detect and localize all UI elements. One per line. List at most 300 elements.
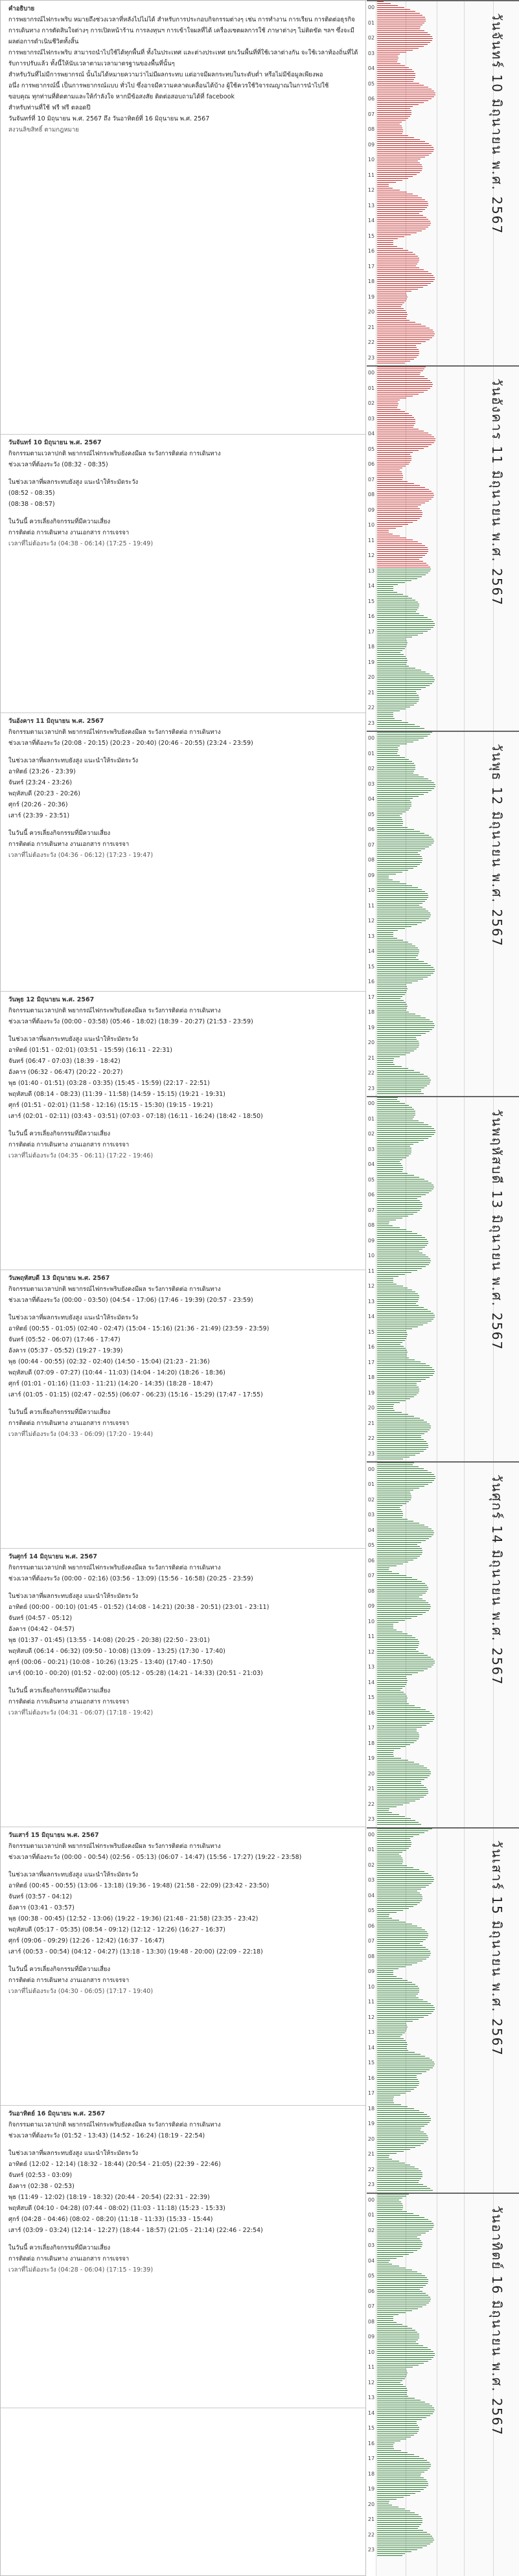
day-entry: พฤหัสบดี (07:09 - 07:27) (10:44 - 11:03) (14:04 - 14:20) (18:26 - 18:36) <box>8 1369 225 1376</box>
timeline-bar <box>377 827 408 828</box>
timeline-bar <box>377 456 411 457</box>
timeline-bar <box>377 63 400 64</box>
timeline-bar <box>377 1773 431 1774</box>
timeline-bar <box>377 2499 397 2500</box>
timeline-bar <box>377 1163 401 1164</box>
timeline-bar <box>377 1159 402 1160</box>
timeline-bar <box>377 73 415 74</box>
timeline-bar <box>377 889 422 890</box>
timeline-bar <box>377 1130 435 1131</box>
timeline-bar <box>377 1245 427 1246</box>
hour-tick-label: 17 <box>367 263 375 269</box>
timeline-bar <box>377 184 389 185</box>
timeline-bar <box>377 112 411 113</box>
timeline-bar <box>377 1173 408 1174</box>
timeline-bar <box>377 345 416 346</box>
timeline-bar <box>377 2345 423 2346</box>
timeline-bar <box>377 2040 406 2041</box>
timeline-bar <box>377 2178 421 2179</box>
timeline-bar <box>377 765 415 766</box>
day-footer-3: เวลาที่ไม่ต้องระวัง (04:31 - 06:07) (17:18 - 19:42) <box>8 1709 154 1716</box>
hour-tick-label: 17 <box>367 1359 375 1365</box>
day-entry: อาทิตย์ (23:26 - 23:39) <box>8 768 76 775</box>
timeline-bar <box>377 1303 416 1304</box>
timeline-bar <box>377 1643 419 1644</box>
spacer <box>8 1027 360 1034</box>
timeline-bar <box>377 40 432 41</box>
hour-tick-label: 12 <box>367 2014 375 2020</box>
timeline-bar <box>377 2054 421 2055</box>
timeline-bar <box>377 757 405 758</box>
hour-tick-label: 11 <box>367 1268 375 1274</box>
timeline-bar <box>377 953 419 954</box>
day-footer-1: ในวันนี้ ควรเลี่ยงกิจกรรมที่มีความเสี่ยง <box>8 1966 111 1973</box>
day-summary: กิจกรรมตามเวลาปกติ พยากรณ์ไฟกระพริบยังคงมีผล ระวังการติดต่อ การเดินทาง <box>8 1007 221 1014</box>
timeline-bar <box>377 1933 428 1934</box>
hour-axis <box>367 0 376 2576</box>
day-summary: กิจกรรมตามเวลาปกติ พยากรณ์ไฟกระพริบยังคงมีผล ระวังการติดต่อ การเดินทาง <box>8 1843 221 1850</box>
timeline-bar <box>377 631 428 632</box>
hour-tick-label: 11 <box>367 1999 375 2005</box>
timeline-bar <box>377 250 408 251</box>
hour-tick-label: 21 <box>367 1054 375 1061</box>
timeline-bar <box>377 316 407 317</box>
timeline-bar <box>377 1445 428 1446</box>
timeline-bar <box>377 819 402 820</box>
hour-tick-label: 06 <box>367 2288 375 2294</box>
timeline-bar <box>377 289 418 290</box>
hour-tick-label: 07 <box>367 2303 375 2310</box>
timeline-bar <box>377 798 413 799</box>
hour-tick-label: 04 <box>367 796 375 803</box>
timeline-bar <box>377 147 433 148</box>
timeline-bar <box>377 2151 404 2152</box>
hour-tick-label: 18 <box>367 644 375 650</box>
hour-tick-label: 15 <box>367 1328 375 1335</box>
timeline-bar <box>377 621 433 622</box>
timeline-bar <box>377 1581 422 1582</box>
day-subheading: ในช่วงเวลาที่ผลกระทบยังสูง แนะนำให้ระมัดระวัง <box>8 1036 139 1043</box>
timeline-bar <box>377 1484 428 1485</box>
day-entry: พุธ (00:38 - 00:45) (12:52 - 13:06) (19:22 - 19:36) (21:48 - 21:58) (23:35 - 23:42) <box>8 1915 259 1922</box>
timeline-bar <box>377 388 430 389</box>
hour-tick-label: 19 <box>367 659 375 665</box>
hour-tick-label: 15 <box>367 233 375 239</box>
timeline-bar <box>377 2001 428 2002</box>
timeline-bar <box>377 254 415 255</box>
timeline-bar <box>377 524 408 525</box>
timeline-bar <box>377 1332 407 1333</box>
timeline-bar <box>377 2423 417 2424</box>
timeline-bar <box>377 1883 432 1884</box>
timeline-bar <box>377 683 432 684</box>
timeline-bar <box>377 341 426 342</box>
timeline-bar <box>377 1107 412 1108</box>
grid-line <box>464 0 465 2576</box>
hour-tick-label: 10 <box>367 1253 375 1259</box>
timeline-bar <box>377 1054 406 1055</box>
timeline-bar <box>377 1705 415 1706</box>
timeline-bar <box>377 1550 422 1551</box>
timeline-bar <box>377 1793 428 1794</box>
timeline-bar <box>377 310 406 311</box>
hour-tick-label: 01 <box>367 1481 375 1487</box>
timeline-bar <box>377 1538 429 1539</box>
timeline-bar <box>377 281 433 282</box>
timeline-bar <box>377 1838 410 1839</box>
timeline-bar <box>377 213 419 214</box>
timeline-bar <box>377 654 404 655</box>
timeline-bar <box>377 201 428 202</box>
timeline-bar <box>377 302 404 303</box>
timeline-bar <box>377 796 419 797</box>
timeline-bar <box>377 584 398 585</box>
timeline-bar <box>377 2104 401 2105</box>
timeline-bar <box>377 1204 422 1205</box>
day-period-line: ช่วงเวลาที่ต้องระวัง (00:00 - 03:50) (04:54 - 17:06) (17:46 - 19:39) (20:57 - 23:59) <box>8 1297 253 1304</box>
timeline-bar <box>377 883 406 884</box>
chart-day-label: วันจันทร์ 10 มิถุนายน พ.ศ. 2567 <box>489 13 505 235</box>
timeline-bar <box>377 1885 429 1886</box>
timeline-bar <box>377 1515 403 1516</box>
timeline-bar <box>377 582 405 583</box>
timeline-bar <box>377 1241 428 1242</box>
timeline-bar <box>377 860 422 861</box>
spacer <box>8 821 360 828</box>
timeline-bar <box>377 1540 426 1541</box>
timeline-bar <box>377 1740 417 1741</box>
timeline-bar <box>377 627 433 628</box>
chart-day-label: วันศุกร์ 14 มิถุนายน พ.ศ. 2567 <box>489 1474 505 1686</box>
hour-tick-label: 14 <box>367 1679 375 1685</box>
timeline-bar <box>377 244 393 245</box>
timeline-bar <box>377 242 393 243</box>
timeline-bar <box>377 1305 419 1306</box>
timeline-bar <box>377 199 425 200</box>
timeline-bar <box>377 1606 431 1607</box>
timeline-bar <box>377 629 431 630</box>
timeline-bar <box>377 2227 433 2228</box>
timeline-bar <box>377 44 428 45</box>
timeline-bar <box>377 1336 407 1337</box>
timeline-bar <box>377 170 422 171</box>
timeline-bar <box>377 133 402 134</box>
timeline-bar <box>377 1023 434 1024</box>
hour-tick-label: 18 <box>367 1374 375 1381</box>
timeline-bar <box>377 512 422 513</box>
day-title: วันอังคาร 11 มิถุนายน พ.ศ. 2567 <box>8 718 104 725</box>
hour-tick-label: 02 <box>367 35 375 41</box>
timeline-bar <box>377 1744 410 1745</box>
timeline-bar <box>377 1476 435 1477</box>
hour-tick-label: 02 <box>367 2227 375 2233</box>
timeline-bar <box>377 1202 422 1203</box>
timeline-bar <box>377 489 429 490</box>
timeline-bar <box>377 1342 402 1343</box>
timeline-bar <box>377 1451 424 1452</box>
timeline-bar <box>377 1443 428 1444</box>
timeline-bar <box>377 287 423 288</box>
timeline-bar <box>377 786 435 787</box>
timeline-bar <box>377 2036 400 2037</box>
timeline-bar <box>377 81 413 82</box>
timeline-bar <box>377 1503 406 1504</box>
timeline-bar <box>377 988 408 989</box>
chart-day-label: วันพฤหัสบดี 13 มิถุนายน พ.ศ. 2567 <box>489 1109 505 1351</box>
timeline-bar <box>377 722 408 723</box>
day-entry: พฤหัสบดี (06:14 - 06:32) (09:50 - 10:08) (13:09 - 13:25) (17:30 - 17:40) <box>8 1648 225 1655</box>
hour-tick-label: 00 <box>367 2196 375 2203</box>
day-section <box>1 1827 365 2106</box>
timeline-bar <box>377 1208 422 1209</box>
timeline-bar <box>377 514 422 515</box>
timeline-bar <box>377 802 411 803</box>
day-period-line: ช่วงเวลาที่ต้องระวัง (00:00 - 03:58) (05:46 - 18:02) (18:39 - 20:27) (21:53 - 23:59) <box>8 1018 253 1025</box>
timeline-bar <box>377 823 403 824</box>
timeline-bar <box>377 611 416 612</box>
timeline-bar <box>377 337 432 338</box>
timeline-bar <box>377 351 419 352</box>
timeline-bar <box>377 314 408 315</box>
hour-tick-label: 19 <box>367 2121 375 2127</box>
timeline-bar <box>377 9 410 10</box>
hour-tick-label: 20 <box>367 1770 375 1777</box>
timeline-bar <box>377 2516 421 2517</box>
timeline-bar <box>377 1742 414 1743</box>
hour-tick-label: 07 <box>367 841 375 848</box>
timeline-bar <box>377 2011 433 2012</box>
timeline-bar <box>377 318 406 319</box>
day-entry: จันทร์ (05:52 - 06:07) (17:46 - 17:47) <box>8 1336 121 1343</box>
timeline-bar <box>377 1587 428 1588</box>
timeline-bar <box>377 1867 413 1868</box>
timeline-bar <box>377 378 428 379</box>
hour-tick-label: 00 <box>367 1466 375 1472</box>
day-footer-3: เวลาที่ไม่ต้องระวัง (04:28 - 06:04) (17:15 - 19:39) <box>8 2266 154 2274</box>
timeline-bar <box>377 2019 419 2020</box>
timeline-bar <box>377 1309 428 1310</box>
timeline-bar <box>377 1235 422 1236</box>
timeline-bar <box>377 868 413 869</box>
timeline-bar <box>377 236 404 237</box>
timeline-bar <box>377 1719 434 1720</box>
timeline-bar <box>377 2213 413 2214</box>
hour-tick-label: 17 <box>367 994 375 1000</box>
timeline-bar <box>377 2530 423 2531</box>
timeline-bar <box>377 269 424 270</box>
timeline-bar <box>377 2324 402 2325</box>
timeline-bar <box>377 1301 418 1302</box>
hour-tick-label: 17 <box>367 2090 375 2097</box>
timeline-bar <box>377 1418 420 1419</box>
hour-tick-label: 13 <box>367 202 375 209</box>
timeline-bar <box>377 891 425 892</box>
timeline-bar <box>377 1758 401 1759</box>
timeline-bar <box>377 83 419 84</box>
timeline-bar <box>377 1074 424 1075</box>
timeline-bar <box>377 495 434 496</box>
timeline-bar <box>377 71 414 72</box>
hour-tick-label: 01 <box>367 750 375 757</box>
timeline-bar <box>377 1344 400 1345</box>
timeline-bar <box>377 1486 424 1487</box>
day-entry: พุธ (01:40 - 01:51) (03:28 - 03:35) (15:45 - 15:59) (22:17 - 22:51) <box>8 1080 210 1087</box>
timeline-bar <box>377 1268 422 1269</box>
timeline-bar <box>377 493 433 494</box>
timeline-bar <box>377 660 408 661</box>
timeline-bar <box>377 1879 434 1880</box>
timeline-bar <box>377 1824 421 1825</box>
timeline-bar <box>377 955 418 956</box>
timeline-bar <box>377 2281 428 2282</box>
timeline-bar <box>377 1297 419 1298</box>
day-entry: จันทร์ (06:47 - 07:03) (18:39 - 18:42) <box>8 1058 121 1065</box>
timeline-bar <box>377 1239 427 1240</box>
timeline-bar <box>377 2330 415 2331</box>
timeline-bar <box>377 1902 420 1903</box>
timeline-bar <box>377 2398 415 2399</box>
hour-tick-label: 22 <box>367 2531 375 2538</box>
timeline-bar <box>377 555 425 556</box>
timeline-bar <box>377 1986 418 1987</box>
timeline-bar <box>377 1109 414 1110</box>
timeline-bar <box>377 1569 389 1570</box>
timeline-bar <box>377 135 408 136</box>
timeline-bar <box>377 2518 422 2519</box>
hour-tick-label: 13 <box>367 2029 375 2036</box>
timeline-bar <box>377 2122 430 2123</box>
timeline-bar <box>377 1231 412 1232</box>
hour-tick-label: 20 <box>367 1040 375 1046</box>
timeline-bar <box>377 685 430 686</box>
spacer <box>8 2236 360 2242</box>
timeline-bar <box>377 2553 405 2554</box>
timeline-bar <box>377 1243 428 1244</box>
day-period-line: ช่วงเวลาที่ต้องระวัง (20:08 - 20:15) (20:23 - 20:40) (20:46 - 20:55) (23:24 - 23:59) <box>8 740 253 747</box>
timeline-bar <box>377 1169 403 1170</box>
timeline-bar <box>377 864 420 865</box>
timeline-bar <box>377 2411 434 2412</box>
timeline-bar <box>377 1690 400 1691</box>
timeline-bar <box>377 3 391 4</box>
hour-tick-label: 04 <box>367 431 375 437</box>
timeline-bar <box>377 320 409 321</box>
timeline-bar <box>377 450 419 451</box>
hour-tick-label: 10 <box>367 887 375 894</box>
hour-tick-label: 06 <box>367 1557 375 1564</box>
timeline-bar <box>377 221 430 222</box>
timeline-bar <box>377 695 419 696</box>
timeline-bar <box>377 749 398 750</box>
hour-tick-label: 03 <box>367 781 375 787</box>
timeline-bar <box>377 1266 426 1267</box>
timeline-bar <box>377 712 393 713</box>
timeline-bar <box>377 1881 433 1882</box>
day-footer-3: เวลาที่ไม่ต้องระวัง (04:35 - 06:11) (17:22 - 19:46) <box>8 1152 154 1159</box>
hour-tick-label: 17 <box>367 2456 375 2462</box>
timeline-bar <box>377 1966 406 1967</box>
timeline-bar <box>377 372 421 373</box>
timeline-bar <box>377 1200 420 1201</box>
timeline-bar <box>377 65 405 66</box>
timeline-bar <box>377 2378 405 2379</box>
timeline-bar <box>377 384 433 385</box>
hour-tick-label: 23 <box>367 1451 375 1457</box>
timeline-bar <box>377 2252 413 2253</box>
timeline-bar <box>377 1435 421 1436</box>
day-entry: อาทิตย์ (01:51 - 02:01) (03:51 - 15:59) (16:11 - 22:31) <box>8 1047 173 1054</box>
timeline-bar <box>377 658 407 659</box>
timeline-bar <box>377 1480 434 1481</box>
timeline-bar <box>377 143 429 144</box>
timeline-bar <box>377 1554 422 1555</box>
timeline-bar <box>377 324 421 325</box>
timeline-bar <box>377 1062 393 1063</box>
timeline-bar <box>377 2326 408 2327</box>
timeline-bar <box>377 1369 434 1370</box>
timeline-bar <box>377 920 426 921</box>
day-footer-1: ในวันนี้ ควรเลี่ยงกิจกรรมที่มีความเสี่ยง <box>8 1687 111 1694</box>
timeline-bar <box>377 1682 407 1683</box>
timeline-bar <box>377 753 397 754</box>
timeline-bar <box>377 2083 419 2084</box>
timeline-bar <box>377 858 422 859</box>
timeline-bar <box>377 151 433 152</box>
timeline-bar <box>377 829 414 830</box>
timeline-bar <box>377 2116 430 2117</box>
timeline-bar <box>377 1509 401 1510</box>
timeline-bar <box>377 77 415 78</box>
timeline-bar <box>377 1039 417 1040</box>
hour-tick-label: 03 <box>367 1146 375 1152</box>
credit-value: ฟรี ตลอดปี <box>61 104 91 111</box>
hour-tick-label: 20 <box>367 1405 375 1411</box>
timeline-bar <box>377 1920 399 1921</box>
timeline-bar <box>377 304 402 305</box>
timeline-bar <box>377 1972 393 1973</box>
hour-tick-label: 05 <box>367 1908 375 1914</box>
timeline-bar <box>377 2312 406 2313</box>
timeline-bar <box>377 458 411 459</box>
hour-tick-label: 22 <box>367 1435 375 1442</box>
timeline-bar <box>377 2522 422 2523</box>
timeline-bar <box>377 2320 393 2321</box>
timeline-bar <box>377 1641 419 1642</box>
timeline-bar <box>377 1585 427 1586</box>
timeline-bar <box>377 963 428 964</box>
timeline-bar <box>377 2446 393 2447</box>
timeline-bar <box>377 2314 398 2315</box>
timeline-bar <box>377 1519 408 1520</box>
timeline-bar <box>377 1573 399 1574</box>
timeline-bar <box>377 2316 393 2317</box>
timeline-bar <box>377 666 409 667</box>
timeline-bar <box>377 2386 406 2387</box>
timeline-bar <box>377 1468 424 1469</box>
timeline-bar <box>377 967 433 968</box>
day-footer-3: เวลาที่ไม่ต้องระวัง (04:30 - 06:05) (17:17 - 19:40) <box>8 1988 154 1995</box>
timeline-bar <box>377 1756 394 1757</box>
timeline-bar <box>377 306 401 307</box>
timeline-bar <box>377 186 389 187</box>
hour-tick-label: 21 <box>367 689 375 696</box>
hour-tick-label: 20 <box>367 2136 375 2142</box>
timeline-bar <box>377 1610 429 1611</box>
day-section <box>1 992 365 1270</box>
timeline-bar <box>377 2219 428 2220</box>
timeline-bar <box>377 67 409 68</box>
timeline-bar <box>377 491 432 492</box>
